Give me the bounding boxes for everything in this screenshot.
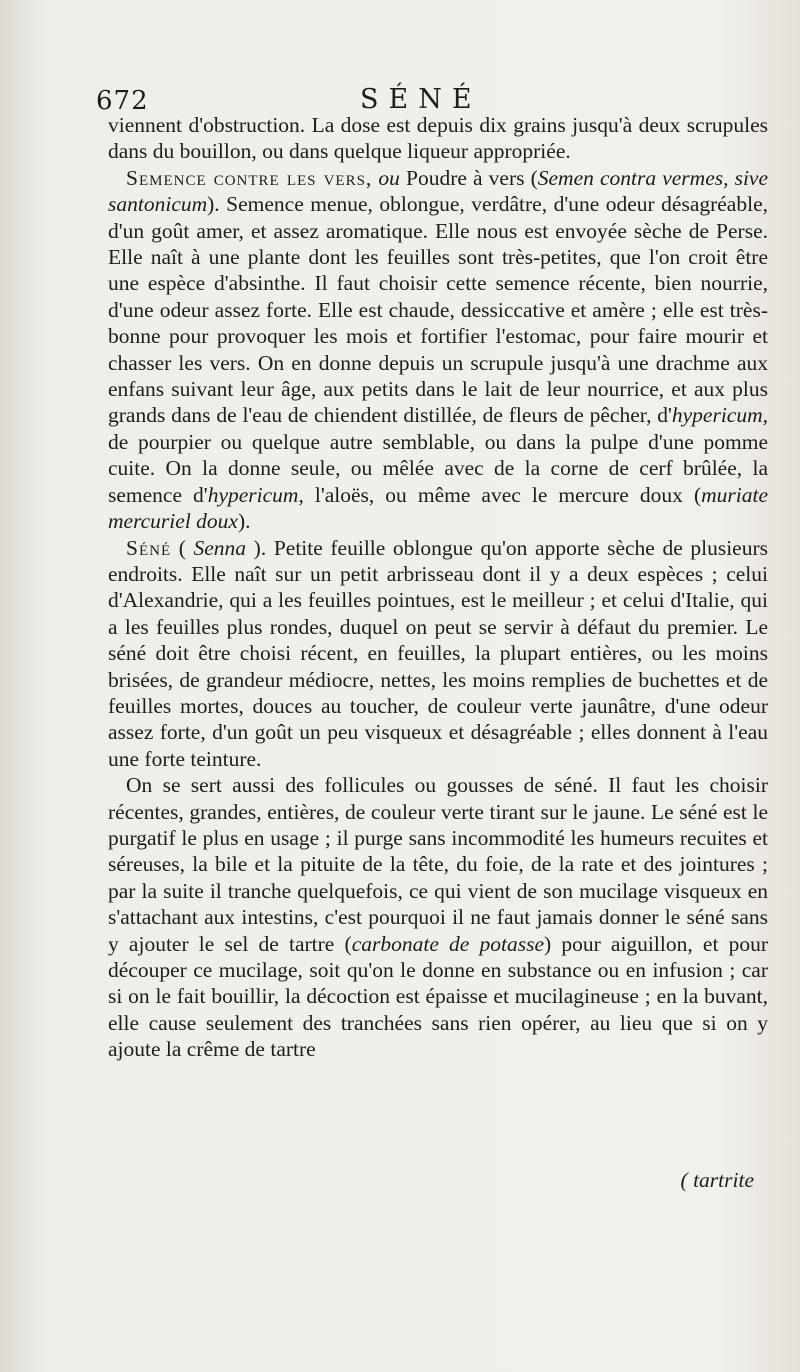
- entry-headword: Séné: [126, 535, 172, 560]
- entry-sene: [108, 535, 768, 773]
- entry-text: ).: [237, 509, 251, 534]
- latin-term: hypericum: [207, 482, 299, 507]
- body-text: [108, 112, 768, 1063]
- entry-text: , de pourpier ou quelque autre semblable, ou dans la pulpe d'une pomme cuite. On la donne seule, ou mêlée avec de la corne de cerf brûlée, la semence d': [108, 403, 768, 507]
- page-number: 672: [96, 86, 149, 116]
- paragraph-1-text: viennent d'obstruction. La dose est depuis dix grains jusqu'à deux scrupules dans du bouillon, ou dans quelque liqueur appropriée.: [108, 113, 768, 164]
- latin-term: hypericum: [671, 403, 763, 428]
- paragraph-text: On se sert aussi des follicules ou gousses de séné. Il faut les choisir récentes, grandes, entières, de couleur verte tirant sur le jaune. Le séné est le purgatif le plus en usage ; il purge sans incommodité les humeurs recuites et séreuses, la bile et la pituite de la tête, du foie, de la rate et des jointures ; par la suite il tranche quelquefois, ce qui vient de son mucilage visqueux en s'attachant aux intestins, c'est pourquoi il ne faut jamais donner le séné sans y ajouter le sel de tartre (: [108, 773, 768, 956]
- entry-semence-contre-les-vers: [108, 165, 768, 535]
- entry-headword: Semence contre les vers,: [126, 165, 373, 190]
- entry-or: ou: [378, 165, 400, 190]
- entry-text: , l'aloës, ou même avec le mercure doux (: [298, 482, 702, 507]
- entry-text: Poudre à vers (: [406, 165, 538, 190]
- paragraph-text: ) pour aiguillon, et pour découper ce mucilage, soit qu'on le donne en substance ou en infusion ; car si on le fait bouillir, la décoction est épaisse et mucilagineuse ; en la buvant, elle cause seulement des tranchées sans rien opérer, au lieu que si on y ajoute la crême de tartre: [108, 931, 768, 1062]
- entry-text: ). Petite feuille oblongue qu'on apporte sèche de plusieurs endroits. Elle naît sur un petit arbrisseau dont il y a deux espèces ; celui d'Alexandrie, qui a les feuilles pointues, est le meilleur ; et celui d'Italie, qui a les feuilles plus rondes, duquel on peut se servir à défaut du premier. Le séné doit être choisi récent, en feuilles, la plupart entières, ou les moins brisées, de grandeur médiocre, nettes, les moins remplies de buchettes et de feuilles mortes, douces au toucher, de couleur verte jaunâtre, d'une odeur assez forte, d'un goût un peu visqueux et désagréable ; elles donnent à l'eau une forte teinture.: [108, 535, 768, 771]
- latin-name: Semen contra vermes, sive santonicum: [108, 165, 769, 217]
- latin-name: Senna: [193, 535, 247, 560]
- paragraph-follicules: [108, 772, 768, 1062]
- entry-text: ). Semence menue, oblongue, verdâtre, d'une odeur désagréable, d'un goût amer, et assez aromatique. Elle nous est envoyée sèche de Perse. Elle naît à une plante dont les feuilles sont très-petites, que l'on croit être une espèce d'absinthe. Il faut choisir cette semence récente, bien nourrie, d'une odeur assez forte. Elle est chaude, dessiccative et amère ; elle est très-bonne pour provoquer les mois et fortifier l'estomac, pour faire mourir et chasser les vers. On en donne depuis un scrupule jusqu'à une drachme aux enfans suivant leur âge, aux petits dans le lait de leur nourrice, et aux plus grands dans de l'eau de chiendent distillée, de fleurs de pêcher, d': [108, 192, 768, 428]
- running-head: SÉNÉ: [360, 84, 482, 115]
- modern-name: carbonate de potasse: [351, 931, 544, 956]
- paragraph-continuation: [108, 112, 768, 165]
- entry-text: (: [178, 535, 186, 560]
- catchword: ( tartrite: [680, 1168, 754, 1192]
- modern-name: muriate mercuriel doux: [108, 482, 768, 534]
